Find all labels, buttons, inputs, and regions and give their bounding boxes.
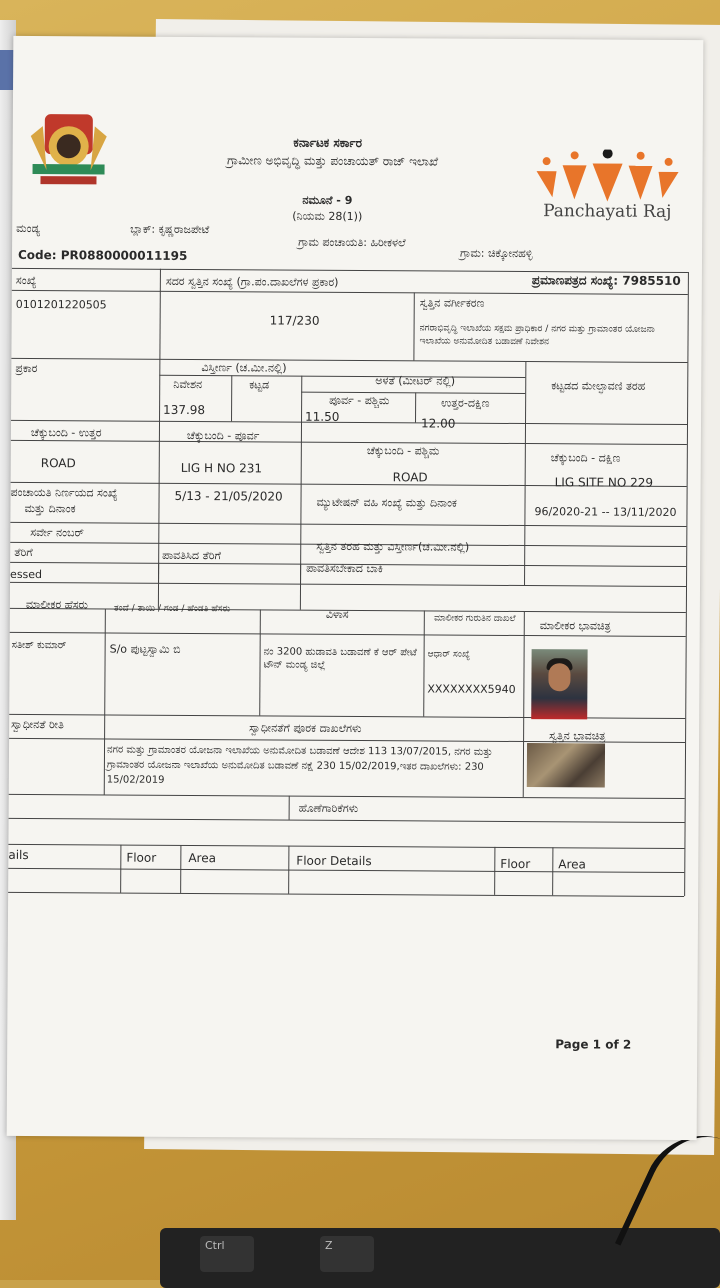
table-line (159, 375, 525, 378)
owner-name: ಸತೀಶ್ ಕುಮಾರ್ (11, 639, 67, 652)
village: ಗ್ರಾಮ: ಚಿಕ್ಕೋನಹಳ್ಳಿ (460, 246, 533, 261)
property-code: Code: PR0880000011195 (17, 247, 188, 263)
page-number: Page 1 of 2 (555, 1037, 632, 1052)
resolution-date-label: ಮತ್ತು ದಿನಾಂಕ (24, 501, 76, 516)
owner-id-value: XXXXXXXX5940 (427, 682, 516, 696)
tax-paid-label: ಪಾವತಿಸಿದ ತೆರಿಗೆ (162, 548, 221, 563)
table-line (9, 818, 685, 823)
ownership-docs-label: ಸ್ವಾಧೀನತೆಗೆ ಪೂರಕ ದಾಖಲೆಗಳು (249, 721, 362, 736)
table-line (12, 268, 688, 273)
table-line (104, 714, 105, 794)
table-line (11, 420, 687, 425)
property-photo (527, 743, 605, 787)
table-line (104, 608, 106, 714)
logo-text: Panchayati Raj (543, 201, 672, 222)
tax-status: essed (10, 567, 43, 582)
table-line (231, 375, 232, 421)
assessment-no-label: ಸದರ ಸ್ವತ್ತಿನ ಸಂಖ್ಯೆ (ಗ್ರಾ.ಪಂ.ದಾಖಲೆಗಳ ಪ್ರಕಾರ) (165, 274, 339, 289)
property-certificate (7, 36, 704, 1140)
east-west-value: 11.50 (305, 409, 340, 424)
type-extent-label: ಸ್ವತ್ತಿನ ತರಹ ಮತ್ತು ವಿಸ್ತೀರ್ಣ(ಚ.ಮೀ.ನಲ್ಲಿ) (316, 539, 470, 554)
classification-value: ನಗರಾಭಿವೃದ್ಧಿ ಇಲಾಖೆಯ ಸಕ್ಷಮ ಪ್ರಾಧಿಕಾರ / ನಗರ ಮತ್ತು ಗ್ರಾಮಾಂತರ ಯೋಜನಾ ಇಲಾಖೆಯ ಅನುಮೋದಿತ ಬಡಾವಣೆ ನಿವೇಶನ (419, 323, 655, 348)
south-boundary-value: LIG SITE NO 229 (554, 475, 654, 490)
table-line (301, 376, 302, 422)
floor-details-header: Floor Details (296, 853, 372, 869)
east-west-label: ಪೂರ್ವ - ಪಶ್ಚಿಮ (329, 393, 390, 408)
department-title: ಗ್ರಾಮೀಣ ಅಭಿವೃದ್ಧಿ ಮತ್ತು ಪಂಚಾಯತ್ ರಾಜ್ ಇಲಾಖೆ (227, 153, 439, 169)
table-line (300, 422, 302, 584)
ownership-docs-text: ನಗರ ಮತ್ತು ಗ್ರಾಮಾಂತರ ಯೋಜನಾ ಇಲಾಖೆಯ ಅನುಮೋದಿತ ಬಡಾವಣೆ ಆದೇಶ 113 13/07/2015, ನಗರ ಮತ್ತು ಗ್ರಾಮಾಂತರ ಯೋಜನಾ ಇಲಾಖೆಯ ಅನುಮೋದಿತ ಬಡಾವಣೆ ನಕ್ಷೆ 230 15/02/2019,ಇತರ ದಾಖಲೆಗಳು: 230 15/02/2019 (106, 744, 493, 786)
taluk: ಬ್ಲಾಕ್: ಕೃಷ್ಣರಾಜಪೇಟೆ (130, 222, 210, 237)
table-line (300, 564, 301, 610)
property-photo-label: ಸ್ವತ್ತಿನ ಭಾವಚಿತ್ರ (549, 729, 606, 743)
building-label: ಕಟ್ಟಡ (249, 378, 270, 392)
z-key: Z (320, 1236, 374, 1272)
ownership-mode-label: ಸ್ವಾಧೀನತೆ ರೀತಿ (11, 717, 64, 732)
floor-label-2: Floor (500, 856, 531, 872)
table-line (494, 847, 495, 895)
resolution-label: ಪಂಚಾಯತಿ ನಿರ್ಣಯದ ಸಂಖ್ಯೆ (10, 485, 118, 500)
table-line (158, 269, 161, 583)
property-no-label: ಸಂಖ್ಯೆ (15, 273, 37, 288)
type-label: ಪ್ರಕಾರ (15, 361, 38, 376)
form-number: ನಮೂನೆ - 9 (302, 193, 353, 207)
owner-address: ನಂ 3200 ಹುಡಾವತಿ ಬಡಾವಣೆ ಕೆ ಆರ್ ಪೇಟೆ ಟೌನ್ ಮಂಡ್ಯ ಜಿಲ್ಲೆ (263, 646, 417, 671)
ctrl-key: Ctrl (200, 1236, 254, 1272)
state-government-title: ಕರ್ನಾಟಕ ಸರ್ಕಾರ (293, 135, 363, 151)
owner-photo (531, 649, 587, 719)
owner-photo-face (548, 663, 570, 691)
west-boundary-label: ಚೆಕ್ಕುಬಂದಿ - ಪಶ್ಚಿಮ (366, 444, 440, 458)
table-line (423, 610, 425, 716)
resolution-value: 5/13 - 21/05/2020 (174, 488, 283, 504)
floor-label: Floor (126, 850, 157, 865)
owner-photo-label: ಮಾಲೀಕರ ಭಾವಚಿತ್ರ (539, 619, 611, 633)
address-label: ವಿಳಾಸ (325, 607, 349, 621)
assessment-no-value: 117/230 (269, 313, 320, 328)
table-line (11, 440, 687, 445)
gram-panchayat: ಗ್ರಾಮ ಪಂಚಾಯತಿ: ಹಿರೀಕಳಲೆ (298, 235, 406, 250)
south-boundary-label: ಚೆಕ್ಕುಬಂದಿ - ದಕ್ಷಿಣ (550, 451, 621, 465)
north-south-label: ಉತ್ತರ-ದಕ್ಷಿಣ (441, 396, 490, 410)
west-boundary-value: ROAD (392, 470, 428, 485)
area-label-2: Area (558, 857, 586, 872)
liabilities-label: ಹೊಣೆಗಾರಿಕೆಗಳು (298, 801, 359, 816)
tax-label: ತೆರಿಗೆ (14, 545, 33, 560)
rule-number: (ನಿಯಮ 28(1)) (292, 209, 363, 224)
table-line (11, 358, 687, 363)
table-line (12, 290, 688, 295)
mutation-label: ಮ್ಯುಟೇಷನ್ ವಹಿ ಸಂಖ್ಯೆ ಮತ್ತು ದಿನಾಂಕ (316, 495, 457, 510)
floor-details-label: ails (8, 847, 29, 863)
area-label: Area (188, 850, 217, 866)
north-boundary-value: ROAD (40, 456, 76, 471)
table-line (9, 794, 685, 799)
table-line (525, 361, 526, 423)
owner-name-label: ಮಾಲೀಕರ ಹೆಸರು (25, 597, 88, 612)
owner-id-label: ಮಾಲೀಕರ ಗುರುತಿನ ದಾಖಲೆ (434, 613, 516, 624)
extent-label: ವಿಸ್ತೀರ್ಣ (ಚ.ಮೀ.ನಲ್ಲಿ) (201, 361, 287, 375)
table-line (552, 847, 553, 895)
table-line (413, 292, 414, 360)
site-area-value: 137.98 (163, 402, 206, 418)
north-boundary-label: ಚೆಕ್ಕುಬಂದಿ - ಉತ್ತರ (30, 426, 102, 440)
dimensions-label: ಅಳತೆ (ಮೀಟರ್ ನಲ್ಲಿ) (375, 374, 456, 388)
certificate-number: ಪ್ರಮಾಣಪತ್ರದ ಸಂಖ್ಯೆ: 7985510 (531, 273, 681, 288)
owner-relation: S/o ಪುಟ್ಟಸ್ವಾಮಿ ಬಿ (109, 642, 181, 656)
east-boundary-label: ಚೆಕ್ಕುಬಂದಿ - ಪೂರ್ವ (186, 428, 260, 443)
table-line (10, 582, 686, 587)
owner-id-type: ಆಧಾರ್ ಸಂಖ್ಯೆ (427, 649, 471, 660)
mutation-value: 96/2020-21 -- 13/11/2020 (534, 505, 677, 519)
table-line (523, 717, 524, 797)
table-line (684, 272, 689, 896)
tax-due-label: ಪಾವತಿಸಬೇಕಾದ ಬಾಕಿ (306, 561, 383, 576)
table-line (180, 845, 181, 893)
district: ಮಂಡ್ಯ (16, 221, 41, 236)
classification-label: ಸ್ವತ್ತಿನ ವರ್ಗೀಕರಣ (419, 296, 485, 310)
table-line (524, 423, 526, 585)
table-line (8, 892, 684, 897)
table-line (415, 392, 416, 422)
site-label: ನಿವೇಶನ (173, 377, 203, 392)
karnataka-emblem-icon (24, 106, 113, 207)
east-boundary-value: LIG H NO 231 (180, 460, 263, 476)
table-line (288, 846, 289, 894)
table-line (8, 844, 684, 849)
north-south-value: 12.00 (420, 416, 456, 431)
table-line (259, 609, 261, 715)
table-line (523, 611, 525, 717)
property-no-value: 0101201220505 (15, 297, 107, 312)
table-line (289, 796, 290, 820)
roof-type-label: ಕಟ್ಟಡದ ಮೇಲ್ಛಾವಣಿ ತರಹ (551, 379, 646, 393)
survey-number-label: ಸರ್ವೇ ನಂಬರ್ (30, 526, 84, 540)
table-line (120, 845, 121, 893)
table-line (10, 522, 686, 527)
relation-label: ತಂದೆ / ತಾಯಿ / ಗಂಡ / ಹೆಂಡತಿ ಹೆಸರು (113, 603, 231, 615)
